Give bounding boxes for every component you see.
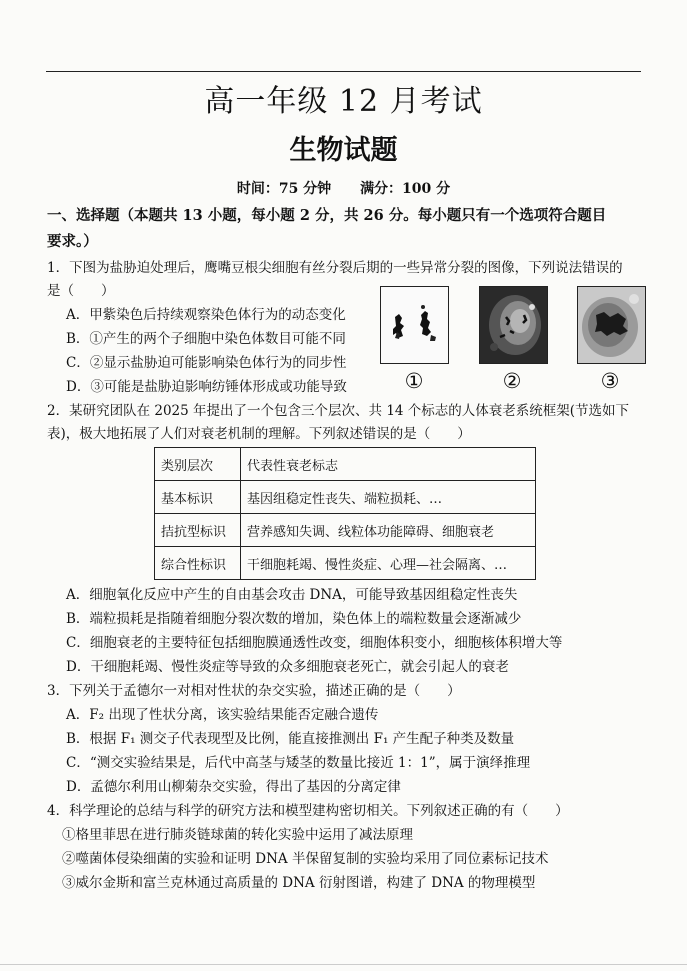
image-label-3: ③ <box>600 369 620 393</box>
q1-option-a: A．甲紫染色后持续观察染色体行为的动态变化 <box>66 307 346 323</box>
q4-stem: 4．科学理论的总结与科学的研究方法和模型建构密切相关。下列叙述正确的有（ ） <box>47 803 569 819</box>
top-rule <box>46 71 641 72</box>
section-heading-cont: 要求。） <box>47 233 98 250</box>
q2-stem: 2．某研究团队在 2025 年提出了一个包含三个层次、共 14 个标志的人体衰老系统框架(节选如下 <box>47 403 630 419</box>
page-bottom-edge <box>0 964 687 965</box>
table-cell: 干细胞耗竭、慢性炎症、心理—社会隔离、… <box>241 547 536 580</box>
q2-option-a: A．细胞氧化反应中产生的自由基会攻击 DNA，可能导致基因组稳定性丧失 <box>66 587 518 603</box>
table-cell: 拮抗型标识 <box>155 514 241 547</box>
q1-stem-cont: 是（ ） <box>47 283 115 299</box>
table-header-cell: 类别层次 <box>155 448 241 481</box>
q4-item-2: ②噬菌体侵染细菌的实验和证明 DNA 半保留复制的实验均采用了同位素标记技术 <box>62 851 549 867</box>
table-header-cell: 代表性衰老标志 <box>241 448 536 481</box>
q2-option-c: C．细胞衰老的主要特征包括细胞膜通透性改变，细胞体积变小，细胞核体积增大等 <box>66 635 563 651</box>
aging-hallmarks-table <box>154 447 536 580</box>
micrograph-2-image <box>479 286 548 364</box>
table-cell: 营养感知失调、线粒体功能障碍、细胞衰老 <box>241 514 536 547</box>
time-score-line <box>0 178 687 198</box>
section-heading: 一、选择题（本题共 13 小题，每小题 2 分，共 26 分。每小题只有一个选项符合题目 <box>47 207 607 224</box>
q2-option-d: D．干细胞耗竭、慢性炎症等导致的众多细胞衰老死亡，就会引起人的衰老 <box>66 659 509 675</box>
q3-stem: 3．下列关于孟德尔一对相对性状的杂交实验，描述正确的是（ ） <box>47 683 461 699</box>
q1-option-b: B．①产生的两个子细胞中染色体数目可能不同 <box>66 331 346 347</box>
q3-option-c: C．“测交实验结果是，后代中高茎与矮茎的数量比接近 1：1”，属于演绎推理 <box>66 755 531 771</box>
table-row <box>155 514 536 547</box>
q1-stem: 1．下图为盐胁迫处理后，鹰嘴豆根尖细胞有丝分裂后期的一些异常分裂的图像，下列说法错误的 <box>47 260 623 276</box>
q3-option-b: B．根据 F₁ 测交子代表现型及比例，能直接推测出 F₁ 产生配子种类及数量 <box>66 731 515 747</box>
table-cell: 综合性标识 <box>155 547 241 580</box>
q1-option-c: C．②显示盐胁迫可能影响染色体行为的同步性 <box>66 355 347 371</box>
q2-stem-cont: 表)，极大地拓展了人们对衰老机制的理解。下列叙述错误的是（ ） <box>47 426 471 442</box>
table-row <box>155 481 536 514</box>
q3-option-a: A．F₂ 出现了性状分离，该实验结果能否定融合遗传 <box>66 707 379 723</box>
subject-title: 生物试题 <box>289 135 398 166</box>
table-row <box>155 547 536 580</box>
exam-title: 高一年级 12 月考试 <box>204 84 483 119</box>
image-label-1: ① <box>404 369 424 393</box>
q4-item-3: ③威尔金斯和富兰克林通过高质量的 DNA 衍射图谱，构建了 DNA 的物理模型 <box>62 875 536 891</box>
image-label-2: ② <box>502 369 522 393</box>
exam-time: 时间：75 分钟 <box>236 181 332 197</box>
table-cell: 基因组稳定性丧失、端粒损耗、… <box>241 481 536 514</box>
micrograph-3-image <box>577 286 646 364</box>
q2-option-b: B．端粒损耗是指随着细胞分裂次数的增加，染色体上的端粒数量会逐渐减少 <box>66 611 522 627</box>
q3-option-d: D．孟德尔利用山柳菊杂交实验，得出了基因的分离定律 <box>66 779 401 795</box>
micrograph-1-image <box>380 286 449 364</box>
table-cell: 基本标识 <box>155 481 241 514</box>
q4-item-1: ①格里菲思在进行肺炎链球菌的转化实验中运用了减法原理 <box>62 827 413 843</box>
table-header-row <box>155 448 536 481</box>
exam-full-score: 满分：100 分 <box>360 181 451 197</box>
q1-option-d: D．③可能是盐胁迫影响纺锤体形成或功能导致 <box>66 379 347 395</box>
